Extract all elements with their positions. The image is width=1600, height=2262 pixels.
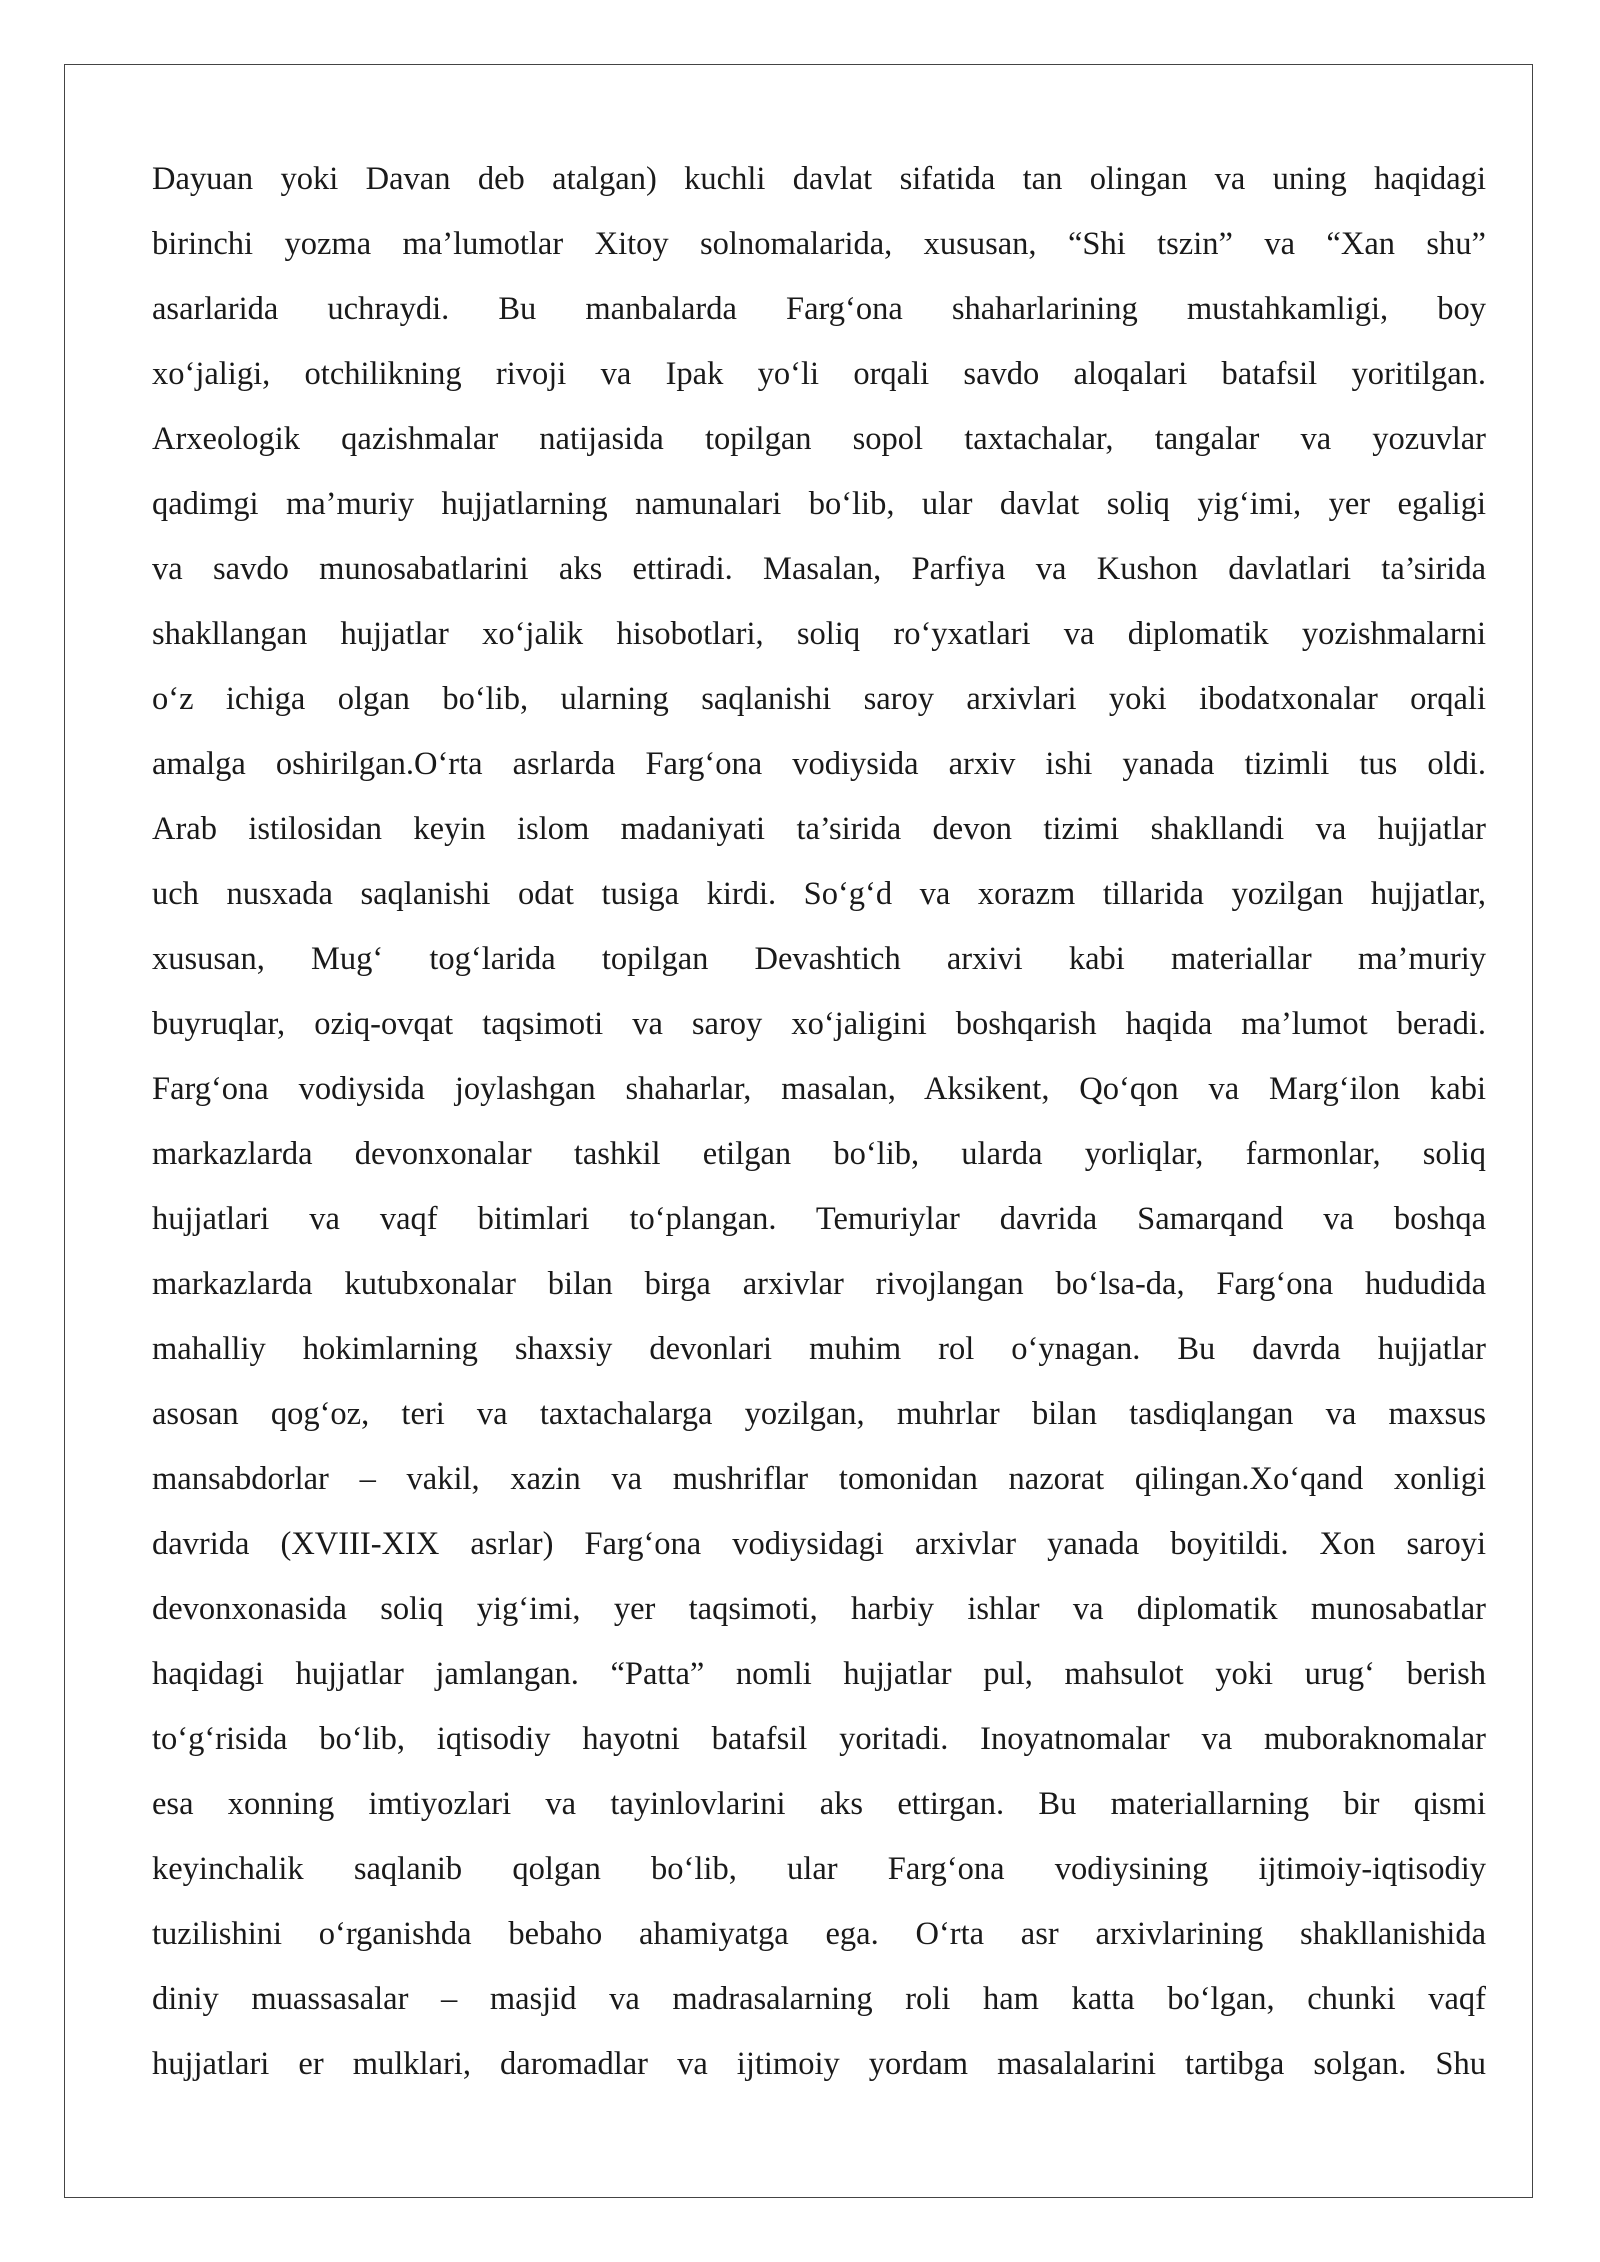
text-line: asosan qog‘oz, teri va taxtachalarga yozilgan, muhrlar bilan tasdiqlangan va maxsus	[152, 1396, 1486, 1432]
text-line: keyinchalik saqlanib qolgan bo‘lib, ular Farg‘ona vodiysining ijtimoiy-iqtisodiy	[152, 1851, 1486, 1887]
text-line: devonxonasida soliq yig‘imi, yer taqsimoti, harbiy ishlar va diplomatik munosabatlar	[152, 1591, 1486, 1627]
text-line: amalga oshirilgan.O‘rta asrlarda Farg‘ona vodiysida arxiv ishi yanada tizimli tus oldi.	[152, 746, 1486, 782]
text-line: haqidagi hujjatlar jamlangan. “Patta” nomli hujjatlar pul, mahsulot yoki urug‘ berish	[152, 1656, 1486, 1692]
text-line: shakllangan hujjatlar xo‘jalik hisobotlari, soliq ro‘yxatlari va diplomatik yozishmalarni	[152, 616, 1486, 652]
text-line: Dayuan yoki Davan deb atalgan) kuchli davlat sifatida tan olingan va uning haqidagi	[152, 161, 1486, 197]
text-line: diniy muassasalar – masjid va madrasalarning roli ham katta bo‘lgan, chunki vaqf	[152, 1981, 1486, 2017]
text-line: xo‘jaligi, otchilikning rivoji va Ipak yo‘li orqali savdo aloqalari batafsil yoritilgan.	[152, 356, 1486, 392]
text-line: to‘g‘risida bo‘lib, iqtisodiy hayotni batafsil yoritadi. Inoyatnomalar va muboraknomalar	[152, 1721, 1486, 1757]
text-line: Arxeologik qazishmalar natijasida topilgan sopol taxtachalar, tangalar va yozuvlar	[152, 421, 1486, 457]
text-line: Farg‘ona vodiysida joylashgan shaharlar, masalan, Aksikent, Qo‘qon va Marg‘ilon kabi	[152, 1071, 1486, 1107]
text-line: Arab istilosidan keyin islom madaniyati ta’sirida devon tizimi shakllandi va hujjatlar	[152, 811, 1486, 847]
text-line: hujjatlari va vaqf bitimlari to‘plangan. Temuriylar davrida Samarqand va boshqa	[152, 1201, 1486, 1237]
text-line: markazlarda kutubxonalar bilan birga arxivlar rivojlangan bo‘lsa-da, Farg‘ona hududida	[152, 1266, 1486, 1302]
text-line: esa xonning imtiyozlari va tayinlovlarini aks ettirgan. Bu materiallarning bir qismi	[152, 1786, 1486, 1822]
text-line: tuzilishini o‘rganishda bebaho ahamiyatga ega. O‘rta asr arxivlarining shakllanishida	[152, 1916, 1486, 1952]
text-line: va savdo munosabatlarini aks ettiradi. Masalan, Parfiya va Kushon davlatlari ta’sirida	[152, 551, 1486, 587]
text-line: xususan, Mug‘ tog‘larida topilgan Devashtich arxivi kabi materiallar ma’muriy	[152, 941, 1486, 977]
text-line: mansabdorlar – vakil, xazin va mushriflar tomonidan nazorat qilingan.Xo‘qand xonligi	[152, 1461, 1486, 1497]
text-line: hujjatlari er mulklari, daromadlar va ijtimoiy yordam masalalarini tartibga solgan. Shu	[152, 2046, 1486, 2082]
text-line: buyruqlar, oziq-ovqat taqsimoti va saroy xo‘jaligini boshqarish haqida ma’lumot beradi.	[152, 1006, 1486, 1042]
text-line: o‘z ichiga olgan bo‘lib, ularning saqlanishi saroy arxivlari yoki ibodatxonalar orqali	[152, 681, 1486, 717]
text-line: mahalliy hokimlarning shaxsiy devonlari muhim rol o‘ynagan. Bu davrda hujjatlar	[152, 1331, 1486, 1367]
text-line: davrida (XVIII-XIX asrlar) Farg‘ona vodiysidagi arxivlar yanada boyitildi. Xon saroyi	[152, 1526, 1486, 1562]
text-line: birinchi yozma ma’lumotlar Xitoy solnomalarida, xususan, “Shi tszin” va “Xan shu”	[152, 226, 1486, 262]
text-line: markazlarda devonxonalar tashkil etilgan bo‘lib, ularda yorliqlar, farmonlar, soliq	[152, 1136, 1486, 1172]
text-line: asarlarida uchraydi. Bu manbalarda Farg‘ona shaharlarining mustahkamligi, boy	[152, 291, 1486, 327]
text-line: qadimgi ma’muriy hujjatlarning namunalari bo‘lib, ular davlat soliq yig‘imi, yer egaligi	[152, 486, 1486, 522]
body-paragraph	[152, 147, 1486, 2097]
text-line: uch nusxada saqlanishi odat tusiga kirdi. So‘g‘d va xorazm tillarida yozilgan hujjatlar,	[152, 876, 1486, 912]
